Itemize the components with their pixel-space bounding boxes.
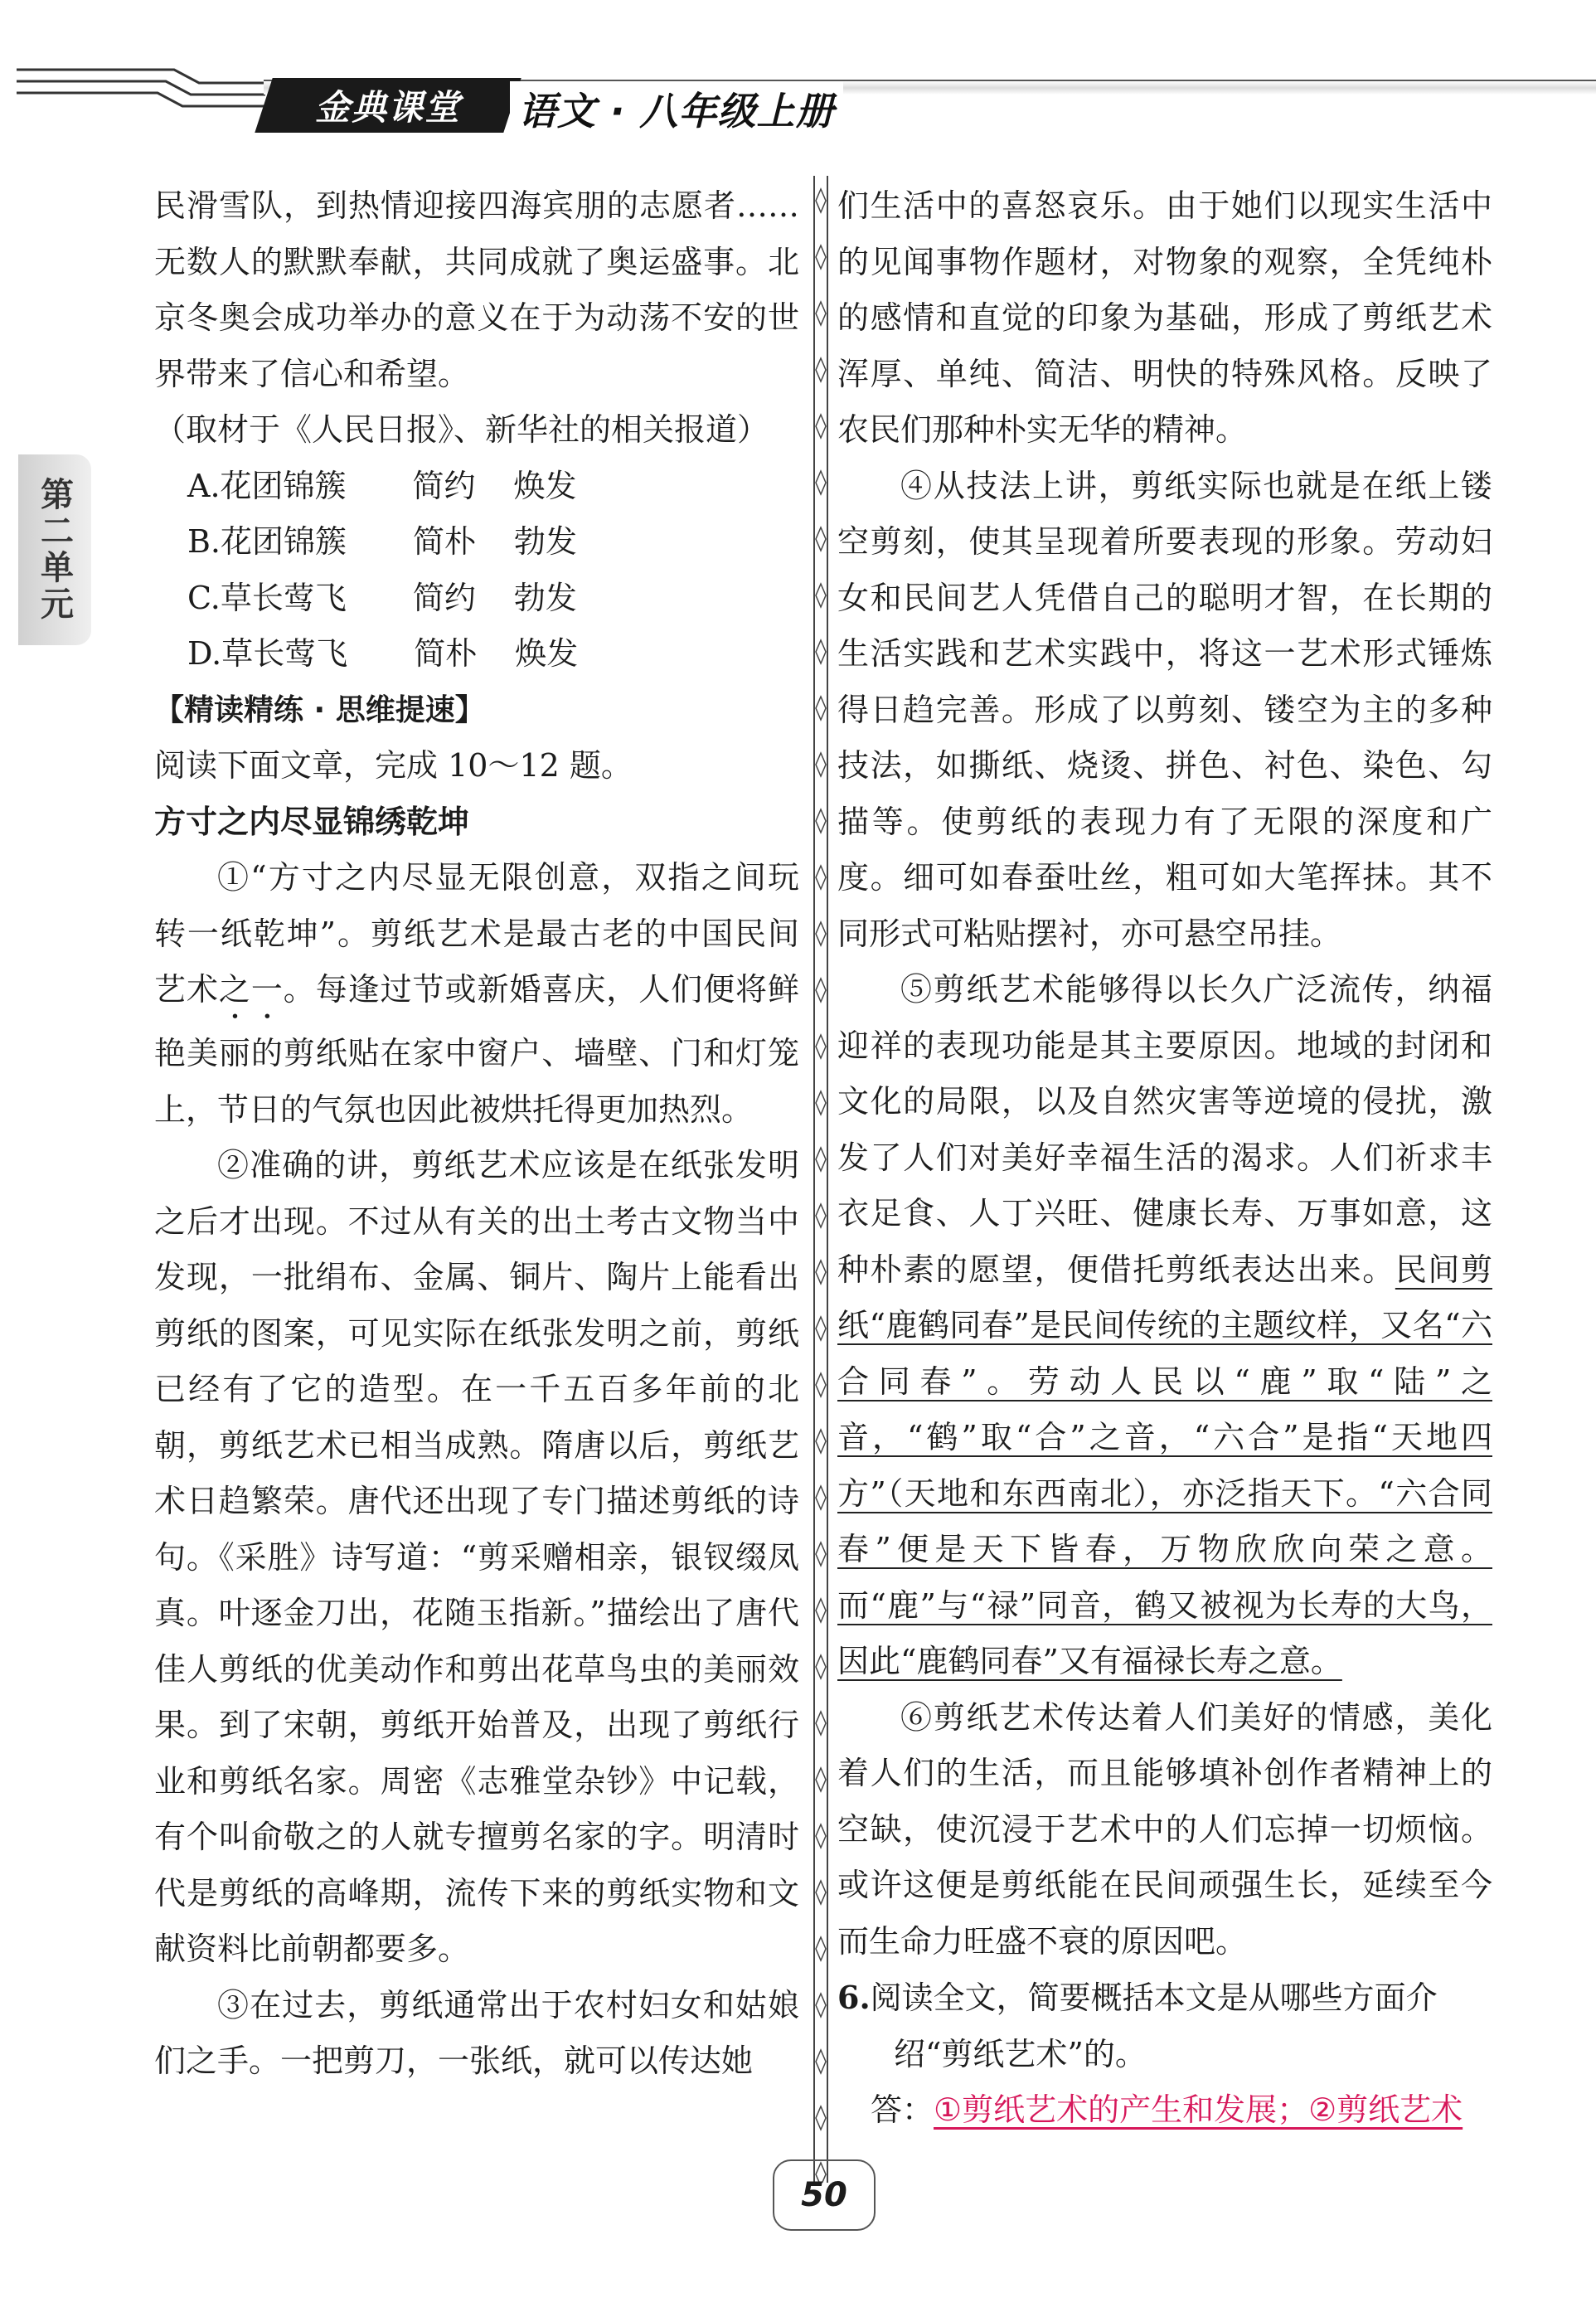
book-title: 金典课堂	[314, 87, 461, 128]
subject-title: 语文 · 八年级上册	[510, 81, 843, 136]
paragraph-3-start: ③在过去，剪纸通常出于农村妇女和姑娘们之手。一把剪刀，一张纸，就可以传达她	[154, 1986, 799, 2079]
question-6: 6.阅读全文，简要概括本文是从哪些方面介	[837, 1979, 1438, 2016]
divider-diamond	[816, 1937, 826, 1960]
divider-diamond	[816, 189, 826, 212]
divider-diamond	[816, 1486, 826, 1509]
divider-diamond	[816, 640, 826, 663]
answer-label: 答：	[871, 2091, 934, 2128]
divider-diamond	[816, 2050, 826, 2073]
option-d: D.草长莺飞 简朴 焕发	[187, 635, 579, 672]
divider-diamond	[816, 753, 826, 776]
divider-diamond	[816, 1655, 826, 1678]
question-6-cont: 绍“剪纸艺术”的。	[894, 2035, 1147, 2072]
divider-diamond	[816, 809, 826, 833]
divider-diamond	[816, 1881, 826, 1904]
divider-diamond	[816, 245, 826, 269]
option-b: B.花团锦簇 简朴 勃发	[187, 523, 578, 560]
left-column	[154, 178, 799, 2090]
divider-diamond	[816, 1204, 826, 1227]
divider-diamond	[816, 1148, 826, 1171]
reading-instruction: 阅读下面文章，完成 10～12 题。	[154, 747, 633, 784]
answer-text: ①剪纸艺术的产生和发展；②剪纸艺术	[934, 2091, 1463, 2128]
header-decor-lines	[17, 65, 265, 131]
divider-diamond	[816, 415, 826, 438]
option-c: C.草长莺飞 简约 勃发	[187, 579, 577, 616]
divider-diamond	[816, 1430, 826, 1453]
unit-side-tab: 第二单元	[18, 454, 91, 645]
emphasis-dots: 之一	[218, 971, 284, 1008]
paragraph-6: ⑥剪纸艺术传达着人们美好的情感，美化着人们的生活，而且能够填补创作者精神上的空缺，使沉浸于艺术中的人们忘掉一切烦恼。或许这便是剪纸能在民间顽强生长，延续至今而生命力旺盛不衰的原因吧。	[837, 1698, 1492, 1960]
divider-diamond	[816, 979, 826, 1002]
paragraph-3-end: 们生活中的喜怒哀乐。由于她们以现实生活中的见闻事物作题材，对物象的观察，全凭纯朴的感情和直觉的印象为基础，形成了剪纸艺术浑厚、单纯、简洁、明快的特殊风格。反映了农民们那种朴实无华的精神。	[837, 187, 1492, 448]
divider-diamond	[816, 697, 826, 720]
divider-diamond	[816, 527, 826, 551]
intro-paragraph: 民滑雪队，到热情迎接四海宾朋的志愿者……无数人的默默奉献，共同成就了奥运盛事。北京冬奥会成功举办的意义在于为动荡不安的世界带来了信心和希望。	[154, 187, 799, 392]
divider-diamond	[816, 1373, 826, 1397]
divider-diamond	[816, 302, 826, 325]
paragraph-5: ⑤剪纸艺术能够得以长久广泛流传，纳福迎祥的表现功能是其主要原因。地域的封闭和文化的局限，以及自然灾害等逆境的侵扰，激发了人们对美好幸福生活的渴求。人们祈求丰衣足食、人丁兴旺、健康长寿、万事如意，这种朴素的愿望，便借托剪纸表达出来。民间剪纸“鹿鹤同春”是民间传统的主题纹样，又名“六合同春”。劳动人民以“鹿”取“陆”之音，“鹤”取“合”之音，“六合”是指“天地四方”（天地和东西南北），亦泛指天下。“六合同春”便是天下皆春，万物欣欣向荣之意。而“鹿”与“禄”同音，鹤又被视为长寿的大鸟，因此“鹿鹤同春”又有福禄长寿之意。	[837, 971, 1492, 1679]
divider-diamond	[816, 2106, 826, 2130]
answer-line	[837, 2082, 1492, 2139]
divider-diamond	[816, 1712, 826, 1735]
divider-diamond	[816, 866, 826, 889]
divider-diamond	[816, 1035, 826, 1058]
divider-diamond	[816, 1599, 826, 1622]
page-number: 50	[773, 2159, 876, 2231]
column-divider	[811, 176, 831, 2183]
divider-diamond	[816, 922, 826, 945]
article-title: 方寸之内尽显锦绣乾坤	[154, 803, 470, 840]
section-heading: 【精读精练 · 思维提速】	[154, 692, 485, 727]
paragraph-1: ①“方寸之内尽显无限创意，双指之间玩转一纸乾坤”。剪纸艺术是最古老的中国民间艺术之一。每逢过节或新婚喜庆，人们便将鲜艳美丽的剪纸贴在家中窗户、墙壁、门和灯笼上，节日的气氛也因此被烘托得更加热烈。	[154, 859, 799, 1128]
divider-diamond	[816, 358, 826, 381]
source-citation: （取材于《人民日报》、新华社的相关报道）	[154, 411, 769, 448]
paragraph-4: ④从技法上讲，剪纸实际也就是在纸上镂空剪刻，使其呈现着所要表现的形象。劳动妇女和民间艺人凭借自己的聪明才智，在长期的生活实践和艺术实践中，将这一艺术形式锤炼得日趋完善。形成了以剪刻、镂空为主的多种技法，如撕纸、烧烫、拼色、衬色、染色、勾描等。使剪纸的表现力有了无限的深度和广度。细可如春蚕吐丝，粗可如大笔挥抹。其不同形式可粘贴摆衬，亦可悬空吊挂。	[837, 467, 1492, 952]
divider-diamond	[816, 584, 826, 607]
underlined-passage: 民间剪纸“鹿鹤同春”是民间传统的主题纹样，又名“六合同春”。劳动人民以“鹿”取“陆”之音，“鹤”取“合”之音，“六合”是指“天地四方”（天地和东西南北），亦泛指天下。“六合同春”便是天下皆春，万物欣欣向荣之意。而“鹿”与“禄”同音，鹤又被视为长寿的大鸟，因此“鹿鹤同春”又有福禄长寿之意。	[837, 1251, 1492, 1679]
divider-diamond	[816, 1768, 826, 1791]
divider-diamond	[816, 471, 826, 494]
option-a: A.花团锦簇 简约 焕发	[187, 467, 577, 504]
divider-diamond	[816, 1994, 826, 2017]
divider-diamond	[816, 1542, 826, 1566]
divider-diamond	[816, 1317, 826, 1340]
divider-diamond	[816, 1091, 826, 1115]
paragraph-2: ②准确的讲，剪纸艺术应该是在纸张发明之后才出现。不过从有关的出土考古文物当中发现，一批绢布、金属、铜片、陶片上能看出剪纸的图案，可见实际在纸张发明之前，剪纸已经有了它的造型。在一千五百多年前的北朝，剪纸艺术已相当成熟。隋唐以后，剪纸艺术日趋繁荣。唐代还出现了专门描述剪纸的诗句。《采胜》诗写道：“剪采赠相亲，银钗缀凤真。叶逐金刀出，花随玉指新。”描绘出了唐代佳人剪纸的优美动作和剪出花草鸟虫的美丽效果。到了宋朝，剪纸开始普及，出现了剪纸行业和剪纸名家。周密《志雅堂杂钞》中记载，有个叫俞敬之的人就专擅剪名家的字。明清时代是剪纸的高峰期，流传下来的剪纸实物和文献资料比前朝都要多。	[154, 1147, 799, 1967]
book-title-badge	[255, 78, 521, 133]
divider-diamond	[816, 1261, 826, 1284]
divider-diamond	[816, 1824, 826, 1848]
right-column	[837, 178, 1492, 2139]
